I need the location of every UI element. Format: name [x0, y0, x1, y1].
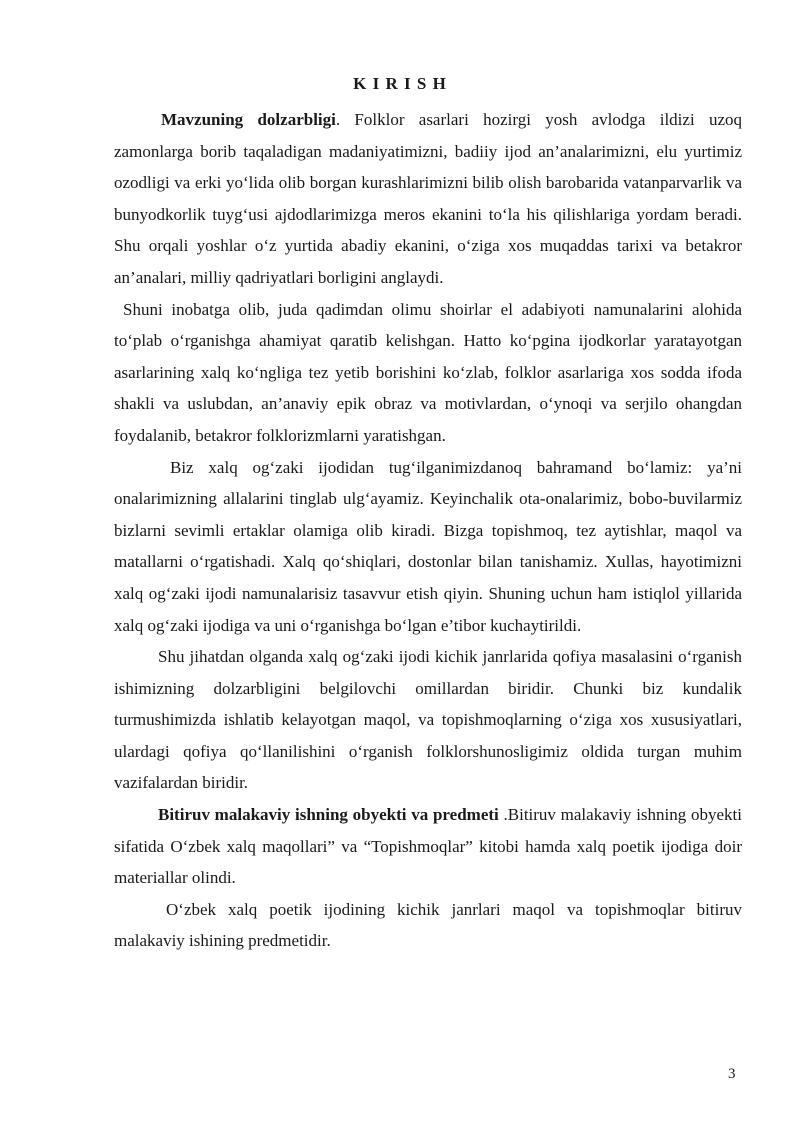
- relevance-heading: Mavzuning dolzarbligi: [161, 110, 336, 129]
- page-number: 3: [728, 1066, 736, 1082]
- section-title: K I R I S H: [353, 74, 447, 93]
- paragraph-folklorism: [114, 294, 742, 452]
- subject-text: O‘zbek xalq poetik ijodining kichik janrlari maqol va topishmoqlar bitiruv malakaviy ishining predmetidir.: [114, 899, 742, 951]
- paragraph-subject: [114, 894, 742, 957]
- object-subject-text: .Bitiruv malakaviy ishning obyekti sifatida O‘zbek xalq maqollari” va “Topishmoqlar” kitobi hamda xalq poetik ijodiga doir materiallar olindi.: [114, 805, 743, 888]
- oral-creativity-text: Biz xalq og‘zaki ijodidan tug‘ilganimizdanoq bahramand bo‘lamiz: ya’ni onalarimizning allalarini tinglab ulg‘ayamiz. Keyinchalik ota-onalarimiz, bobo-buvilarmiz bizlarni sevimli ertaklar olamiga olib kiradi. Bizga topishmoq, tez aytishlar, maqol va matallarni o‘rgatishadi. Xalq qo‘shiqlari, dostonlar bilan tanishamiz. Xullas, hayotimizni xalq og‘zaki ijodi namunalarisiz tasavvur etish qiyin. Shuning uchun ham istiqlol yillarida xalq og‘zaki ijodiga va uni o‘rganishga bo‘lgan e’tibor kuchaytirildi.: [114, 457, 742, 635]
- paragraph-relevance: [114, 104, 742, 294]
- rhyme-study-text: Shu jihatdan olganda xalq og‘zaki ijodi kichik janrlarida qofiya masalasini o‘rganish ishimizning dolzarbligini belgilovchi omillardan biridir. Chunki biz kundalik turmushimizda ishlatib kelayotgan maqol, va topishmoqlarning o‘ziga xos xususiyatlari, ulardagi qofiya qo‘llanilishini o‘rganish folklorshunosligimiz oldida turgan muhim vazifalardan biridir.: [114, 647, 742, 793]
- body-text: [114, 104, 742, 957]
- paragraph-object-subject: [114, 799, 742, 894]
- relevance-text: . Folklor asarlari hozirgi yosh avlodga ildizi uzoq zamonlarga borib taqaladigan madaniyatimizni, badiiy ijod an’analarimizni, elu yurtimiz ozodligi va erki yo‘lida olib borgan kurashlarimizni bilib olish barobarida vatanparvarlik va bunyodkorlik tuyg‘usi ajdodlarimizga meros ekanini to‘la his qilishlariga yordam beradi. Shu orqali yoshlar o‘z yurtida abadiy ekanini, o‘ziga xos muqaddas tarixi va betakror an’analari, milliy qadriyatlari borligini anglaydi.: [114, 110, 743, 287]
- paragraph-oral-creativity: [114, 452, 742, 642]
- object-subject-heading: Bitiruv malakaviy ishning obyekti va predmeti: [158, 805, 499, 825]
- paragraph-rhyme-study: [114, 641, 742, 799]
- folklorism-text: Shuni inobatga olib, juda qadimdan olimu shoirlar el adabiyoti namunalarini alohida to‘plab o‘rganishga ahamiyat qaratib kelishgan. Hatto ko‘pgina ijodkorlar yaratayotgan asarlarining xalq ko‘ngliga tez yetib borishini ko‘zlab, folklor asarlariga xos sodda ifoda shakli va uslubdan, an’anaviy epik obraz va motivlardan, o‘ynoqi va serjilo ohangdan foydalanib, betakror folklorizmlarni yaratishgan.: [114, 299, 742, 445]
